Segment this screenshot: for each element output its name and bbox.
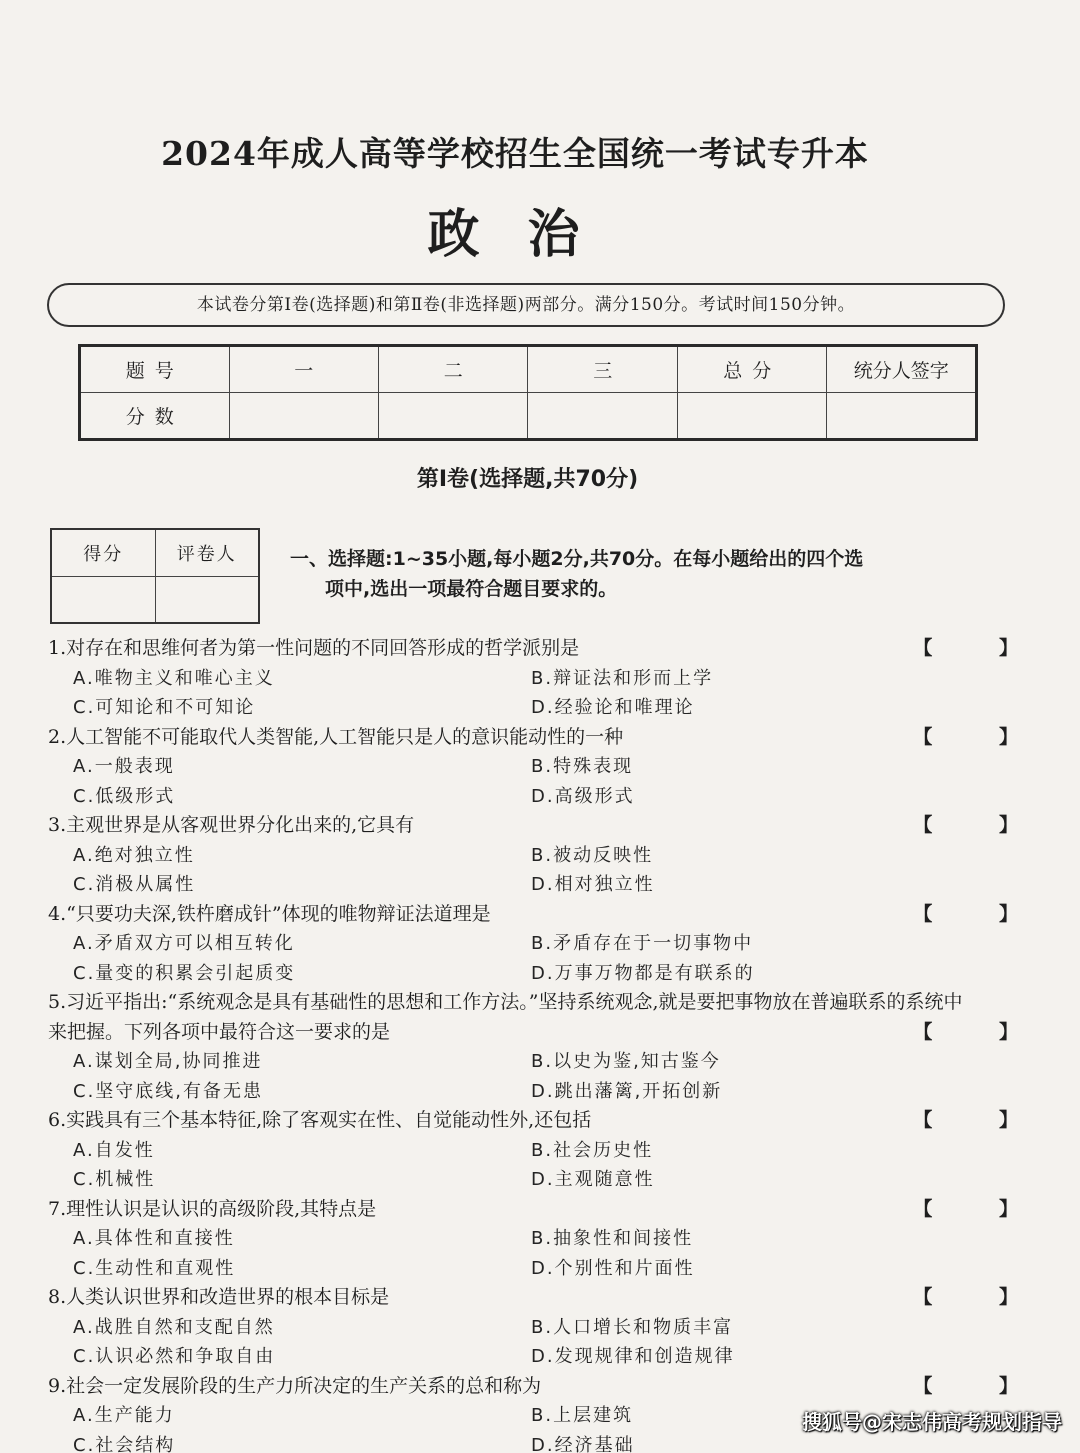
- question-stem-text: 5.习近平指出:“系统观念是具有基础性的思想和工作方法。”坚持系统观念,就是要把事物放在普遍联系的系统中来把握。下列各项中最符合这一要求的是: [48, 991, 963, 1043]
- option-item: C.社会结构: [73, 1434, 176, 1453]
- answer-bracket: 【 】: [913, 814, 1048, 836]
- question-item: [48, 1283, 1048, 1372]
- option-item: D.万事万物都是有联系的: [531, 962, 755, 984]
- option-item: C.机械性: [73, 1169, 156, 1190]
- question-stem-text: 9.社会一定发展阶段的生产力所决定的生产关系的总和称为: [48, 1374, 542, 1397]
- question-stem: [48, 723, 1048, 753]
- option-list: [48, 1136, 1048, 1195]
- option-list: [48, 1313, 1048, 1372]
- option-item: B.人口增长和物质丰富: [531, 1316, 734, 1338]
- watermark: 搜狐号@宋志伟高考规划指导: [802, 1410, 1062, 1434]
- score-cell-part-3: 三: [528, 346, 677, 393]
- score-table-value-row: [80, 393, 977, 440]
- question-stem: [48, 900, 1048, 930]
- score-cell-total: 总分: [677, 346, 827, 393]
- option-item: C.可知论和不可知论: [73, 697, 256, 718]
- option-item: D.经验论和唯理论: [531, 697, 695, 718]
- question-stem-text: 8.人类认识世界和改造世界的根本目标是: [48, 1286, 390, 1308]
- score-table: [78, 344, 978, 441]
- option-item: A.唯物主义和唯心主义: [73, 667, 275, 689]
- question-stem: [48, 1106, 1048, 1136]
- question-item: [48, 634, 1048, 723]
- option-item: B.上层建筑: [531, 1405, 634, 1426]
- score-row-label: 分数: [80, 393, 230, 440]
- score-value-cell: [379, 393, 528, 440]
- grader-value-cell: [51, 576, 155, 623]
- answer-bracket: 【 】: [913, 1374, 1048, 1397]
- exam-instructions: 本试卷分第Ⅰ卷(选择题)和第Ⅱ卷(非选择题)两部分。满分150分。考试时间150分钟。: [47, 283, 1005, 327]
- question-item: [48, 1106, 1048, 1195]
- exam-subject: 政治: [427, 204, 628, 265]
- option-item: B.以史为鉴,知古鉴今: [531, 1051, 721, 1072]
- answer-bracket: 【 】: [913, 1197, 1048, 1220]
- question-stem-text: 2.人工智能不可能取代人类智能,人工智能只是人的意识能动性的一种: [48, 725, 624, 748]
- option-item: B.社会历史性: [531, 1139, 654, 1161]
- option-item: A.战胜自然和支配自然: [73, 1316, 275, 1338]
- score-cell-signature: 统分人签字: [827, 346, 977, 393]
- score-value-cell: [827, 393, 977, 440]
- score-cell-part-1: 一: [229, 346, 378, 393]
- option-item: B.特殊表现: [531, 756, 634, 777]
- option-item: A.矛盾双方可以相互转化: [73, 933, 295, 954]
- option-item: B.抽象性和间接性: [531, 1228, 694, 1249]
- option-list: [48, 1224, 1048, 1283]
- option-list: [48, 1047, 1048, 1106]
- option-list: [48, 929, 1048, 988]
- option-list: [48, 752, 1048, 811]
- question-stem-text: 3.主观世界是从客观世界分化出来的,它具有: [48, 814, 415, 836]
- question-item: [48, 988, 1048, 1106]
- answer-bracket: 【 】: [913, 1020, 1048, 1043]
- grader-value-row: [51, 576, 259, 623]
- option-item: B.被动反映性: [531, 844, 654, 866]
- question-stem: [48, 811, 1048, 841]
- section-title: 第Ⅰ卷(选择题,共70分): [416, 467, 639, 492]
- grader-value-cell: [155, 576, 259, 623]
- grader-header-row: [51, 529, 259, 576]
- exam-title: 2024年成人高等学校招生全国统一考试专升本: [161, 134, 869, 173]
- part-intro: [290, 544, 1020, 604]
- score-value-cell: [528, 393, 677, 440]
- question-stem: [48, 634, 1048, 664]
- score-table-header-row: [80, 346, 977, 393]
- option-item: D.个别性和片面性: [531, 1257, 695, 1279]
- answer-bracket: 【 】: [913, 1109, 1048, 1131]
- question-item: [48, 900, 1048, 989]
- answer-bracket: 【 】: [913, 902, 1048, 925]
- option-item: D.跳出藩篱,开拓创新: [531, 1080, 723, 1102]
- question-stem: [48, 1195, 1048, 1225]
- score-value-cell: [677, 393, 827, 440]
- option-item: A.一般表现: [73, 756, 175, 777]
- option-list: [48, 664, 1048, 723]
- question-list: [48, 634, 1048, 1453]
- option-item: B.辩证法和形而上学: [531, 667, 714, 689]
- option-item: C.低级形式: [73, 785, 176, 807]
- option-item: C.生动性和直观性: [73, 1257, 236, 1279]
- option-list: [48, 841, 1048, 900]
- option-item: A.生产能力: [73, 1405, 175, 1426]
- answer-bracket: 【 】: [913, 1286, 1048, 1308]
- question-stem-text: 1.对存在和思维何者为第一性问题的不同回答形成的哲学派别是: [48, 637, 580, 659]
- option-item: D.经济基础: [531, 1434, 635, 1453]
- score-value-cell: [229, 393, 378, 440]
- grader-name-label: 评卷人: [155, 529, 259, 576]
- question-stem-text: 4.“只要功夫深,铁杵磨成针”体现的唯物辩证法道理是: [48, 902, 491, 925]
- option-item: B.矛盾存在于一切事物中: [531, 933, 754, 954]
- option-item: A.绝对独立性: [73, 844, 195, 866]
- question-item: [48, 723, 1048, 812]
- option-item: C.量变的积累会引起质变: [73, 962, 296, 984]
- score-cell-label: 题号: [80, 346, 230, 393]
- question-stem: [48, 988, 1048, 1047]
- answer-bracket: 【 】: [913, 725, 1048, 748]
- grader-table: [50, 528, 260, 624]
- option-item: C.坚守底线,有备无患: [73, 1080, 264, 1102]
- option-item: A.自发性: [73, 1139, 155, 1161]
- option-item: D.相对独立性: [531, 874, 655, 895]
- grader-score-label: 得分: [51, 529, 155, 576]
- option-item: D.高级形式: [531, 785, 635, 807]
- option-item: A.具体性和直接性: [73, 1228, 235, 1249]
- question-item: [48, 1195, 1048, 1284]
- option-item: C.消极从属性: [73, 874, 196, 895]
- question-stem: [48, 1372, 1048, 1402]
- question-item: [48, 811, 1048, 900]
- option-item: C.认识必然和争取自由: [73, 1346, 276, 1367]
- part-intro-line-2: 项中,选出一项最符合题目要求的。: [325, 578, 618, 600]
- question-stem-text: 6.实践具有三个基本特征,除了客观实在性、自觉能动性外,还包括: [48, 1109, 592, 1131]
- option-item: A.谋划全局,协同推进: [73, 1051, 263, 1072]
- score-cell-part-2: 二: [379, 346, 528, 393]
- question-stem: [48, 1283, 1048, 1313]
- answer-bracket: 【 】: [913, 637, 1048, 659]
- question-stem-text: 7.理性认识是认识的高级阶段,其特点是: [48, 1197, 377, 1220]
- part-intro-line-1: 一、选择题:1~35小题,每小题2分,共70分。在每小题给出的四个选: [290, 548, 864, 570]
- option-item: D.发现规律和创造规律: [531, 1346, 735, 1367]
- option-item: D.主观随意性: [531, 1169, 655, 1190]
